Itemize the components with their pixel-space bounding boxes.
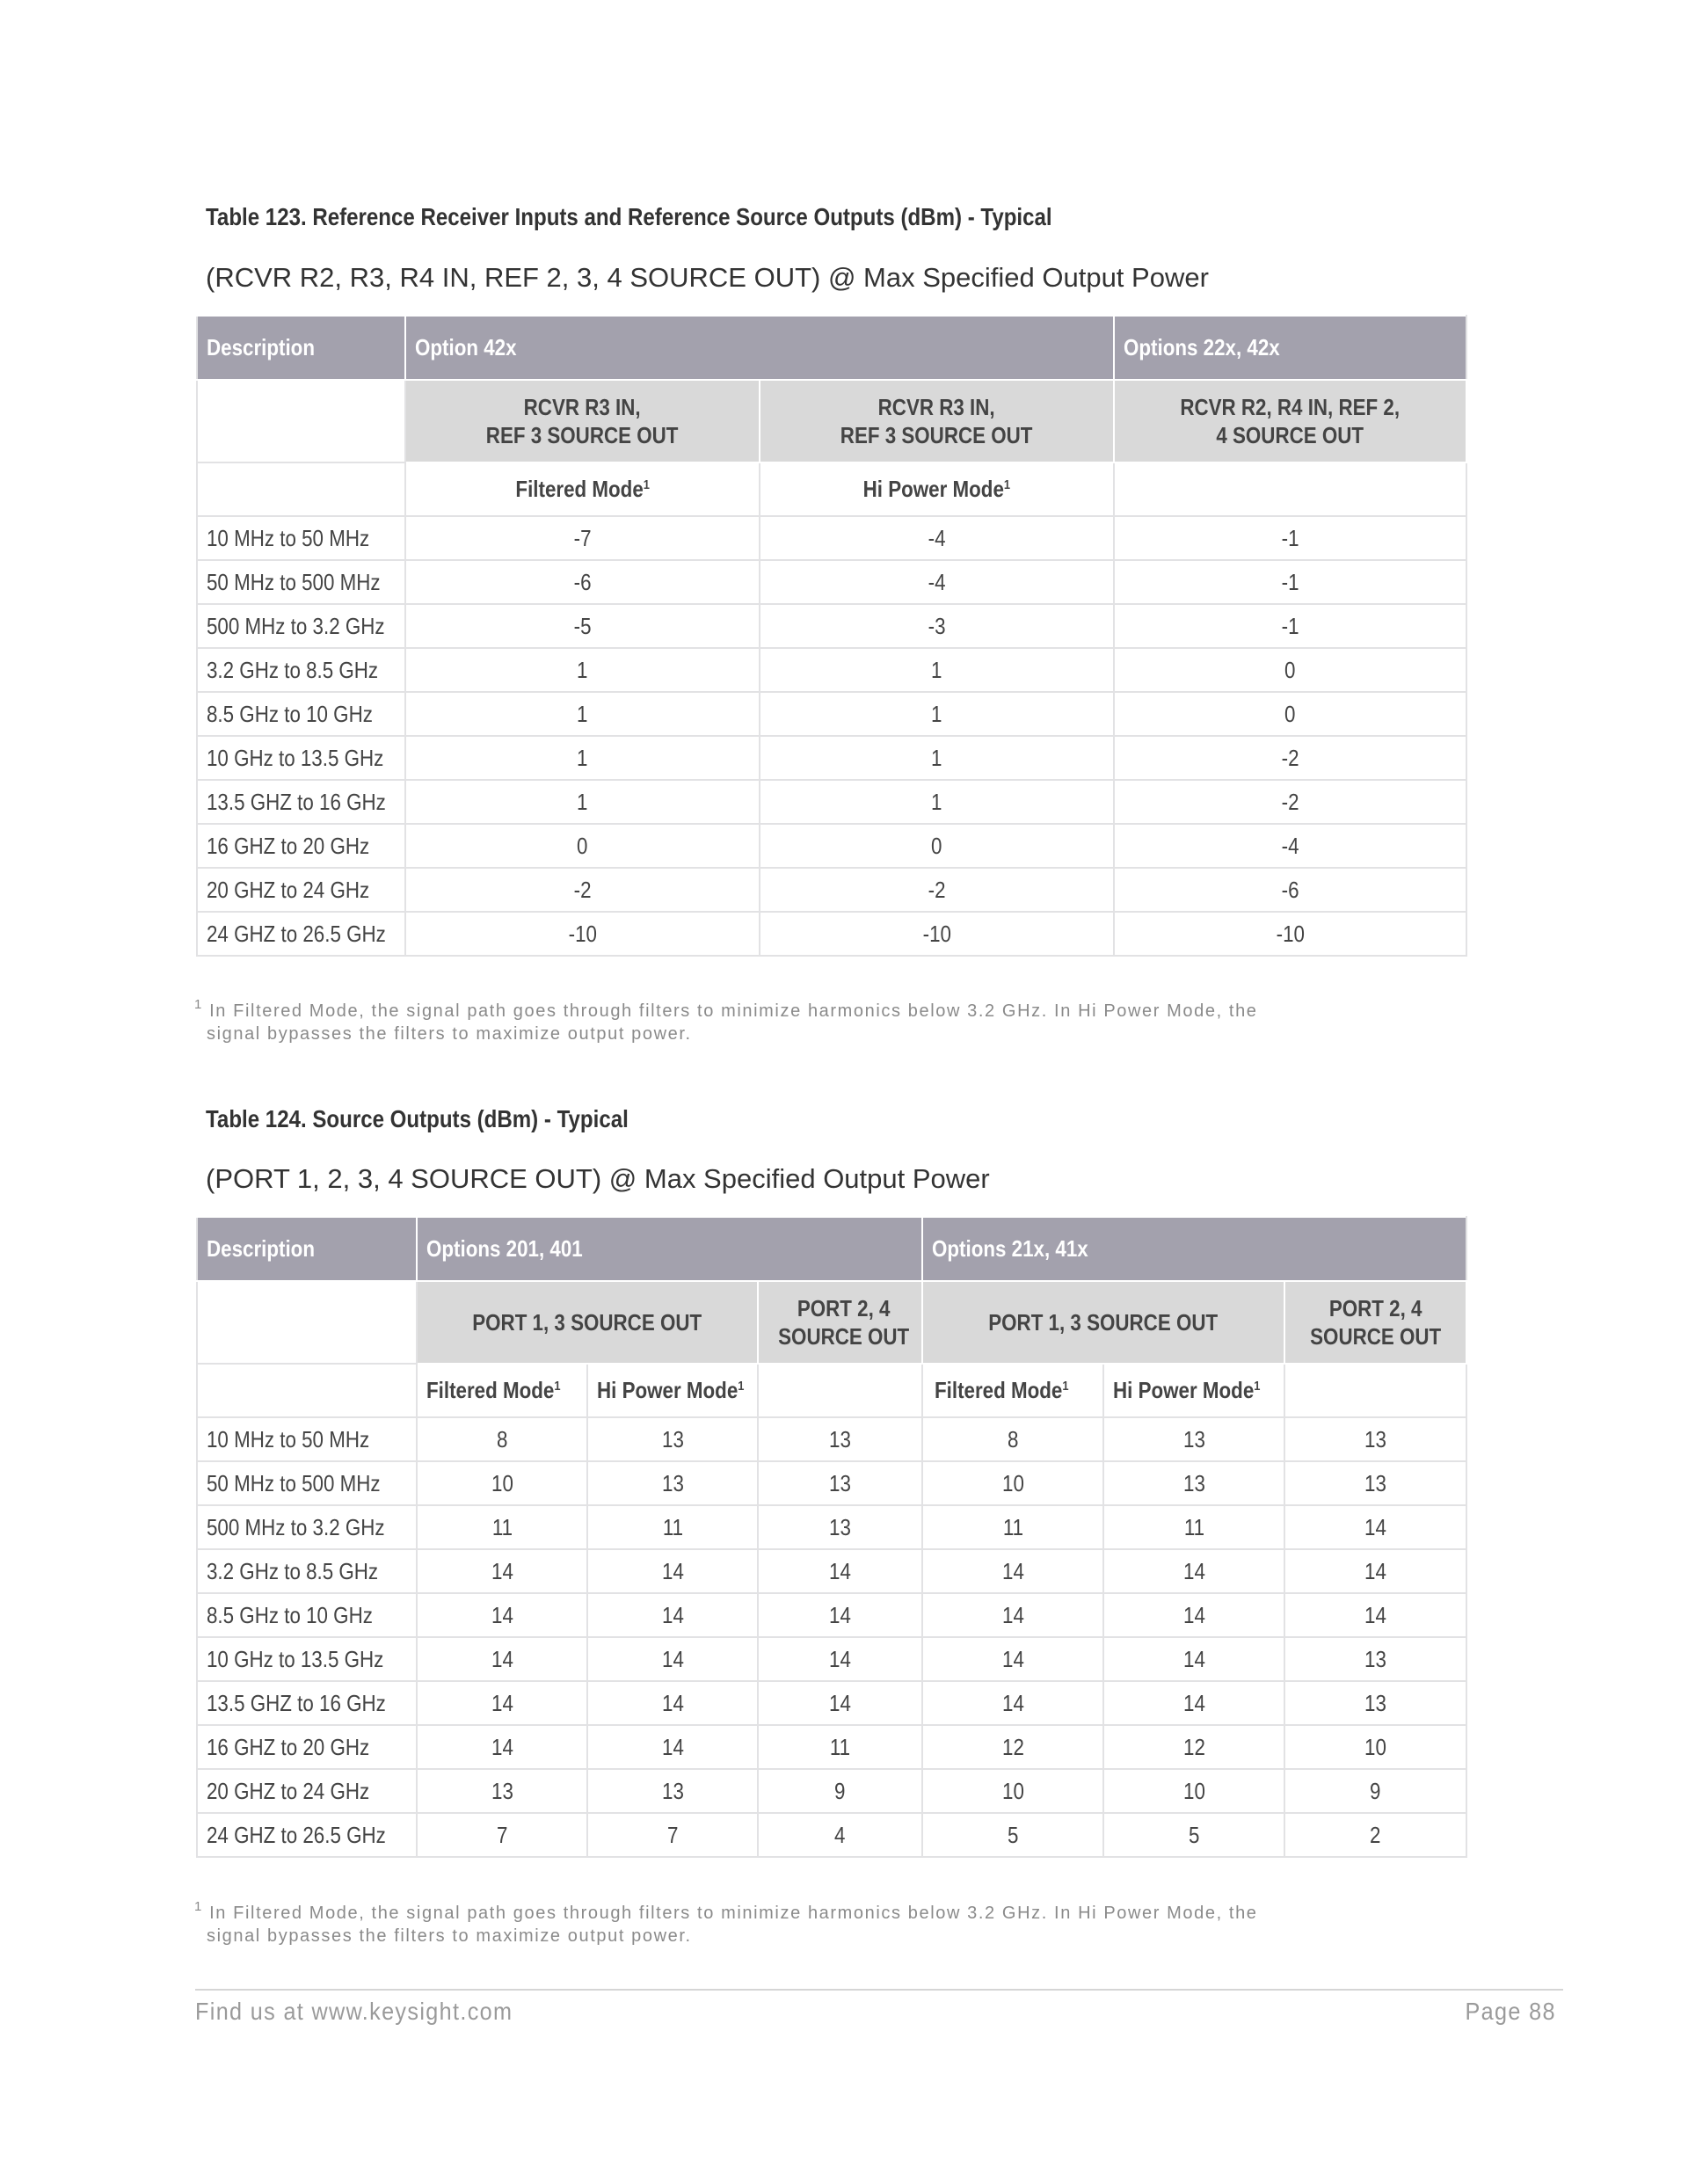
table-123 bbox=[196, 315, 1467, 957]
value-cell: 14 bbox=[758, 1593, 922, 1637]
value-cell: 8 bbox=[417, 1417, 587, 1461]
value-cell: -3 bbox=[760, 604, 1114, 648]
table-124-empty-cell bbox=[758, 1364, 922, 1417]
value-cell: 13 bbox=[587, 1769, 758, 1813]
table-row bbox=[197, 1505, 1466, 1549]
table-123-subheader-row bbox=[197, 380, 1466, 462]
table-123-header-row bbox=[197, 316, 1466, 380]
table-123-description-header: Description bbox=[197, 316, 405, 380]
table-124-subtitle: (PORT 1, 2, 3, 4 SOURCE OUT) @ Max Specified Output Power bbox=[206, 1163, 990, 1194]
table-124-footnote: $^1$ In Filtered Mode, the signal path goes through filters to minimize harmonics below 3.2 GHz. In Hi Power Mode, the signal bypasses the filters to maximize output power. bbox=[194, 1899, 1258, 1946]
frequency-range-cell: 13.5 GHZ to 16 GHz bbox=[197, 1681, 417, 1725]
frequency-range-cell: 500 MHz to 3.2 GHz bbox=[197, 1505, 417, 1549]
frequency-range-cell: 16 GHZ to 20 GHz bbox=[197, 1725, 417, 1769]
table-row bbox=[197, 868, 1466, 912]
value-cell: -2 bbox=[1114, 736, 1466, 780]
value-cell: 9 bbox=[758, 1769, 922, 1813]
table-124-header-row bbox=[197, 1217, 1466, 1281]
frequency-range-cell: 10 GHz to 13.5 GHz bbox=[197, 1637, 417, 1681]
value-cell: 12 bbox=[1103, 1725, 1284, 1769]
value-cell: 11 bbox=[587, 1505, 758, 1549]
value-cell: 14 bbox=[417, 1637, 587, 1681]
table-124-empty-cell bbox=[197, 1281, 417, 1364]
value-cell: 1 bbox=[760, 780, 1114, 824]
table-123-empty-cell bbox=[197, 462, 405, 516]
value-cell: 14 bbox=[1103, 1637, 1284, 1681]
value-cell: 14 bbox=[1103, 1681, 1284, 1725]
table-123-empty-cell bbox=[197, 380, 405, 462]
table-123-subheader: RCVR R3 IN, REF 3 SOURCE OUT bbox=[405, 380, 760, 462]
value-cell: 7 bbox=[587, 1813, 758, 1857]
value-cell: 2 bbox=[1284, 1813, 1466, 1857]
value-cell: 14 bbox=[758, 1681, 922, 1725]
frequency-range-cell: 8.5 GHz to 10 GHz bbox=[197, 692, 405, 736]
footer-website: Find us at www.keysight.com bbox=[195, 1998, 513, 2025]
value-cell: 13 bbox=[587, 1461, 758, 1505]
value-cell: 14 bbox=[922, 1637, 1103, 1681]
table-124-options-21x-41x-header: Options 21x, 41x bbox=[922, 1217, 1466, 1281]
value-cell: 5 bbox=[922, 1813, 1103, 1857]
table-124-mode-row bbox=[197, 1364, 1466, 1417]
table-row bbox=[197, 780, 1466, 824]
value-cell: 11 bbox=[922, 1505, 1103, 1549]
value-cell: 11 bbox=[1103, 1505, 1284, 1549]
table-123-subheader: RCVR R3 IN, REF 3 SOURCE OUT bbox=[760, 380, 1114, 462]
table-row bbox=[197, 736, 1466, 780]
port-2-4-source-out-header: PORT 2, 4 SOURCE OUT bbox=[758, 1281, 922, 1364]
value-cell: 0 bbox=[1114, 692, 1466, 736]
table-row bbox=[197, 692, 1466, 736]
value-cell: -7 bbox=[405, 516, 760, 560]
value-cell: 14 bbox=[758, 1637, 922, 1681]
frequency-range-cell: 8.5 GHz to 10 GHz bbox=[197, 1593, 417, 1637]
table-123-footnote: $^1$ In Filtered Mode, the signal path goes through filters to minimize harmonics below 3.2 GHz. In Hi Power Mode, the signal bypasses the filters to maximize output power. bbox=[194, 997, 1258, 1044]
value-cell: 10 bbox=[922, 1461, 1103, 1505]
value-cell: 10 bbox=[1103, 1769, 1284, 1813]
value-cell: 14 bbox=[417, 1681, 587, 1725]
table-row bbox=[197, 648, 1466, 692]
value-cell: 11 bbox=[417, 1505, 587, 1549]
value-cell: 10 bbox=[922, 1769, 1103, 1813]
frequency-range-cell: 10 MHz to 50 MHz bbox=[197, 1417, 417, 1461]
table-row bbox=[197, 1417, 1466, 1461]
frequency-range-cell: 20 GHZ to 24 GHz bbox=[197, 868, 405, 912]
port-1-3-source-out-header: PORT 1, 3 SOURCE OUT bbox=[417, 1281, 758, 1364]
footer-divider bbox=[195, 1989, 1563, 1991]
table-row bbox=[197, 560, 1466, 604]
frequency-range-cell: 16 GHZ to 20 GHz bbox=[197, 824, 405, 868]
value-cell: 14 bbox=[587, 1549, 758, 1593]
table-123-subtitle: (RCVR R2, R3, R4 IN, REF 2, 3, 4 SOURCE OUT) @ Max Specified Output Power bbox=[206, 262, 1209, 293]
hi-power-mode-label: Hi Power Mode$^1$ bbox=[1103, 1364, 1284, 1417]
frequency-range-cell: 50 MHz to 500 MHz bbox=[197, 560, 405, 604]
value-cell: -1 bbox=[1114, 560, 1466, 604]
value-cell: 14 bbox=[922, 1681, 1103, 1725]
table-123-option-42x-header: Option 42x bbox=[405, 316, 1114, 380]
value-cell: 14 bbox=[922, 1549, 1103, 1593]
value-cell: 1 bbox=[405, 780, 760, 824]
value-cell: 14 bbox=[1284, 1505, 1466, 1549]
table-row bbox=[197, 1725, 1466, 1769]
value-cell: -4 bbox=[760, 516, 1114, 560]
value-cell: 13 bbox=[1284, 1681, 1466, 1725]
value-cell: -4 bbox=[1114, 824, 1466, 868]
value-cell: 14 bbox=[922, 1593, 1103, 1637]
table-row bbox=[197, 1813, 1466, 1857]
value-cell: 14 bbox=[587, 1725, 758, 1769]
value-cell: 10 bbox=[417, 1461, 587, 1505]
value-cell: 9 bbox=[1284, 1769, 1466, 1813]
value-cell: 1 bbox=[405, 692, 760, 736]
value-cell: 0 bbox=[405, 824, 760, 868]
frequency-range-cell: 10 GHz to 13.5 GHz bbox=[197, 736, 405, 780]
value-cell: 14 bbox=[587, 1593, 758, 1637]
value-cell: 13 bbox=[758, 1505, 922, 1549]
table-row bbox=[197, 912, 1466, 956]
value-cell: 13 bbox=[758, 1417, 922, 1461]
value-cell: -2 bbox=[405, 868, 760, 912]
filtered-mode-label: Filtered Mode$^1$ bbox=[922, 1364, 1103, 1417]
value-cell: 14 bbox=[758, 1549, 922, 1593]
value-cell: 14 bbox=[587, 1637, 758, 1681]
value-cell: -10 bbox=[760, 912, 1114, 956]
value-cell: -1 bbox=[1114, 516, 1466, 560]
value-cell: 8 bbox=[922, 1417, 1103, 1461]
table-row bbox=[197, 1681, 1466, 1725]
value-cell: 14 bbox=[417, 1725, 587, 1769]
value-cell: 14 bbox=[1103, 1593, 1284, 1637]
table-124-subheader-row bbox=[197, 1281, 1466, 1364]
value-cell: -1 bbox=[1114, 604, 1466, 648]
value-cell: 13 bbox=[1284, 1637, 1466, 1681]
value-cell: -5 bbox=[405, 604, 760, 648]
value-cell: -10 bbox=[405, 912, 760, 956]
value-cell: 1 bbox=[405, 736, 760, 780]
table-row bbox=[197, 1769, 1466, 1813]
table-row bbox=[197, 604, 1466, 648]
value-cell: 14 bbox=[1103, 1549, 1284, 1593]
value-cell: 1 bbox=[405, 648, 760, 692]
value-cell: -2 bbox=[760, 868, 1114, 912]
value-cell: 4 bbox=[758, 1813, 922, 1857]
frequency-range-cell: 13.5 GHZ to 16 GHz bbox=[197, 780, 405, 824]
table-124-options-201-401-header: Options 201, 401 bbox=[417, 1217, 922, 1281]
port-1-3-source-out-header: PORT 1, 3 SOURCE OUT bbox=[922, 1281, 1284, 1364]
value-cell: -4 bbox=[760, 560, 1114, 604]
table-row bbox=[197, 1549, 1466, 1593]
value-cell: 13 bbox=[417, 1769, 587, 1813]
value-cell: 1 bbox=[760, 648, 1114, 692]
table-123-mode-row bbox=[197, 462, 1466, 516]
table-123-empty-cell bbox=[1114, 462, 1466, 516]
table-124-description-header: Description bbox=[197, 1217, 417, 1281]
table-row bbox=[197, 1461, 1466, 1505]
value-cell: 1 bbox=[760, 736, 1114, 780]
hi-power-mode-label: Hi Power Mode$^1$ bbox=[760, 462, 1114, 516]
frequency-range-cell: 3.2 GHz to 8.5 GHz bbox=[197, 1549, 417, 1593]
value-cell: 13 bbox=[1103, 1461, 1284, 1505]
value-cell: -10 bbox=[1114, 912, 1466, 956]
value-cell: 13 bbox=[758, 1461, 922, 1505]
value-cell: 5 bbox=[1103, 1813, 1284, 1857]
hi-power-mode-label: Hi Power Mode$^1$ bbox=[587, 1364, 758, 1417]
table-row bbox=[197, 824, 1466, 868]
value-cell: 14 bbox=[1284, 1593, 1466, 1637]
frequency-range-cell: 500 MHz to 3.2 GHz bbox=[197, 604, 405, 648]
value-cell: 1 bbox=[760, 692, 1114, 736]
table-124-empty-cell bbox=[1284, 1364, 1466, 1417]
port-2-4-source-out-header: PORT 2, 4 SOURCE OUT bbox=[1284, 1281, 1466, 1364]
frequency-range-cell: 3.2 GHz to 8.5 GHz bbox=[197, 648, 405, 692]
table-124-title: Table 124. Source Outputs (dBm) - Typical bbox=[206, 1105, 629, 1132]
value-cell: 13 bbox=[1103, 1417, 1284, 1461]
value-cell: 14 bbox=[587, 1681, 758, 1725]
table-row bbox=[197, 1637, 1466, 1681]
value-cell: -2 bbox=[1114, 780, 1466, 824]
value-cell: -6 bbox=[405, 560, 760, 604]
value-cell: 11 bbox=[758, 1725, 922, 1769]
frequency-range-cell: 24 GHZ to 26.5 GHz bbox=[197, 1813, 417, 1857]
frequency-range-cell: 24 GHZ to 26.5 GHz bbox=[197, 912, 405, 956]
value-cell: 12 bbox=[922, 1725, 1103, 1769]
frequency-range-cell: 20 GHZ to 24 GHz bbox=[197, 1769, 417, 1813]
table-124-empty-cell bbox=[197, 1364, 417, 1417]
value-cell: 14 bbox=[1284, 1549, 1466, 1593]
value-cell: 0 bbox=[760, 824, 1114, 868]
table-123-options-22x-42x-header: Options 22x, 42x bbox=[1114, 316, 1466, 380]
value-cell: -6 bbox=[1114, 868, 1466, 912]
frequency-range-cell: 50 MHz to 500 MHz bbox=[197, 1461, 417, 1505]
value-cell: 10 bbox=[1284, 1725, 1466, 1769]
table-row bbox=[197, 516, 1466, 560]
filtered-mode-label: Filtered Mode$^1$ bbox=[417, 1364, 587, 1417]
table-123-title: Table 123. Reference Receiver Inputs and Reference Source Outputs (dBm) - Typical bbox=[206, 203, 1052, 230]
value-cell: 0 bbox=[1114, 648, 1466, 692]
table-row bbox=[197, 1593, 1466, 1637]
page-number: Page 88 bbox=[1465, 1998, 1556, 2025]
frequency-range-cell: 10 MHz to 50 MHz bbox=[197, 516, 405, 560]
table-123-subheader: RCVR R2, R4 IN, REF 2, 4 SOURCE OUT bbox=[1114, 380, 1466, 462]
value-cell: 7 bbox=[417, 1813, 587, 1857]
filtered-mode-label: Filtered Mode$^1$ bbox=[405, 462, 760, 516]
table-124 bbox=[196, 1216, 1467, 1858]
value-cell: 14 bbox=[417, 1549, 587, 1593]
value-cell: 14 bbox=[417, 1593, 587, 1637]
value-cell: 13 bbox=[1284, 1417, 1466, 1461]
value-cell: 13 bbox=[1284, 1461, 1466, 1505]
value-cell: 13 bbox=[587, 1417, 758, 1461]
